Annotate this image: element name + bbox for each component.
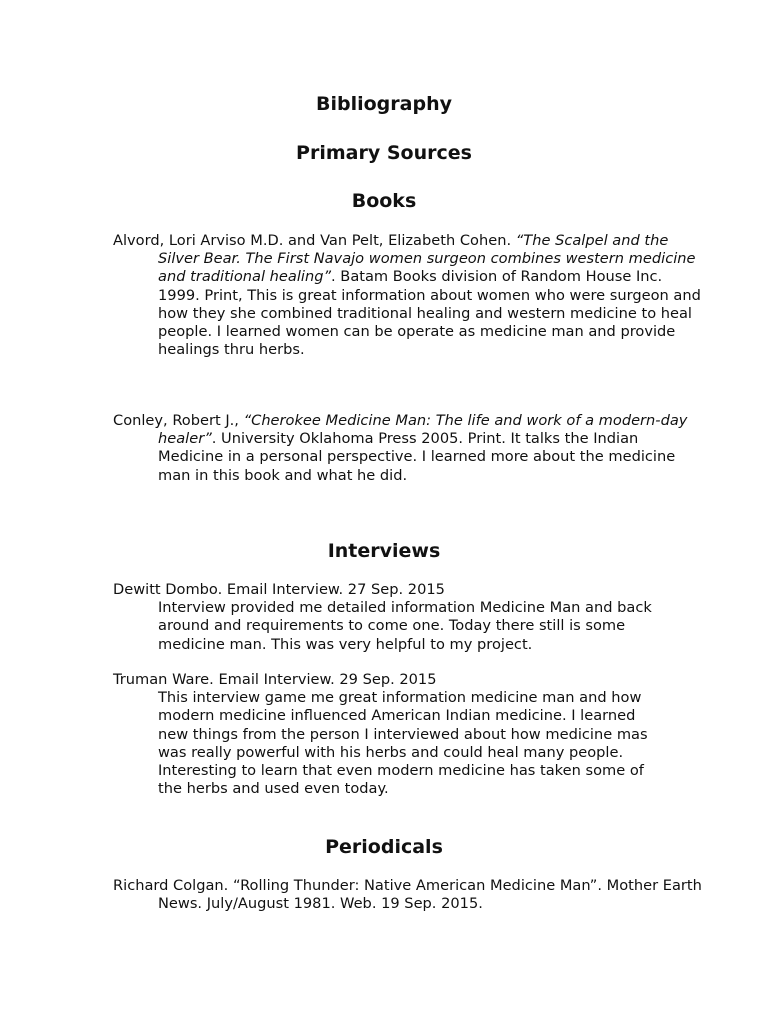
books-heading: Books <box>351 190 417 212</box>
interview-citation: Dewitt Dombo. Email Interview. 27 Sep. 2015 <box>113 581 445 598</box>
interview-entry-dombo <box>113 581 663 654</box>
interview-note: Interview provided me detailed information Medicine Man and back around and requirements to come one. Today there still is some medicine man. This was very helpful to my project. <box>158 599 652 653</box>
book-entry-title: “The Scalpel and the Silver Bear. The First Navajo women surgeon combines western medicine and traditional healing” <box>158 232 696 286</box>
periodicals-heading: Periodicals <box>325 836 443 858</box>
book-entry-details: . Batam Books division of Random House Inc. 1999. Print, This is great information about women who were surgeon and how they she combined traditional healing and western medicine to heal people. I learned women can be operate as medicine man and provide healings thru herbs. <box>158 268 701 359</box>
interview-note: This interview game me great information medicine man and how modern medicine influenced American Indian medicine. I learned new things from the person I interviewed about how medicine mas was really powerful with his herbs and could heal many people. Interesting to learn that even modern medicine has taken some of the herbs and used even today. <box>158 689 648 798</box>
book-entry-author: Conley, Robert J., <box>113 412 244 429</box>
book-entry-details: . University Oklahoma Press 2005. Print. It talks the Indian Medicine in a personal perspective. I learned more about the medicine man in this book and what he did. <box>158 430 676 484</box>
book-entry-alvord <box>113 232 708 359</box>
interview-citation: Truman Ware. Email Interview. 29 Sep. 2015 <box>113 671 437 688</box>
interview-entry-ware <box>113 671 663 798</box>
section-subtitle: Primary Sources <box>296 142 472 164</box>
book-entry-author: Alvord, Lori Arviso M.D. and Van Pelt, Elizabeth Cohen. <box>113 232 516 249</box>
periodical-entry-colgan: Richard Colgan. “Rolling Thunder: Native American Medicine Man”. Mother Earth News. July/August 1981. Web. 19 Sep. 2015. <box>113 877 702 913</box>
book-entry-title: “Cherokee Medicine Man: The life and work of a modern-day healer” <box>158 412 688 448</box>
book-entry-conley <box>113 412 708 485</box>
page-title: Bibliography <box>316 93 452 115</box>
interviews-heading: Interviews <box>327 540 441 562</box>
